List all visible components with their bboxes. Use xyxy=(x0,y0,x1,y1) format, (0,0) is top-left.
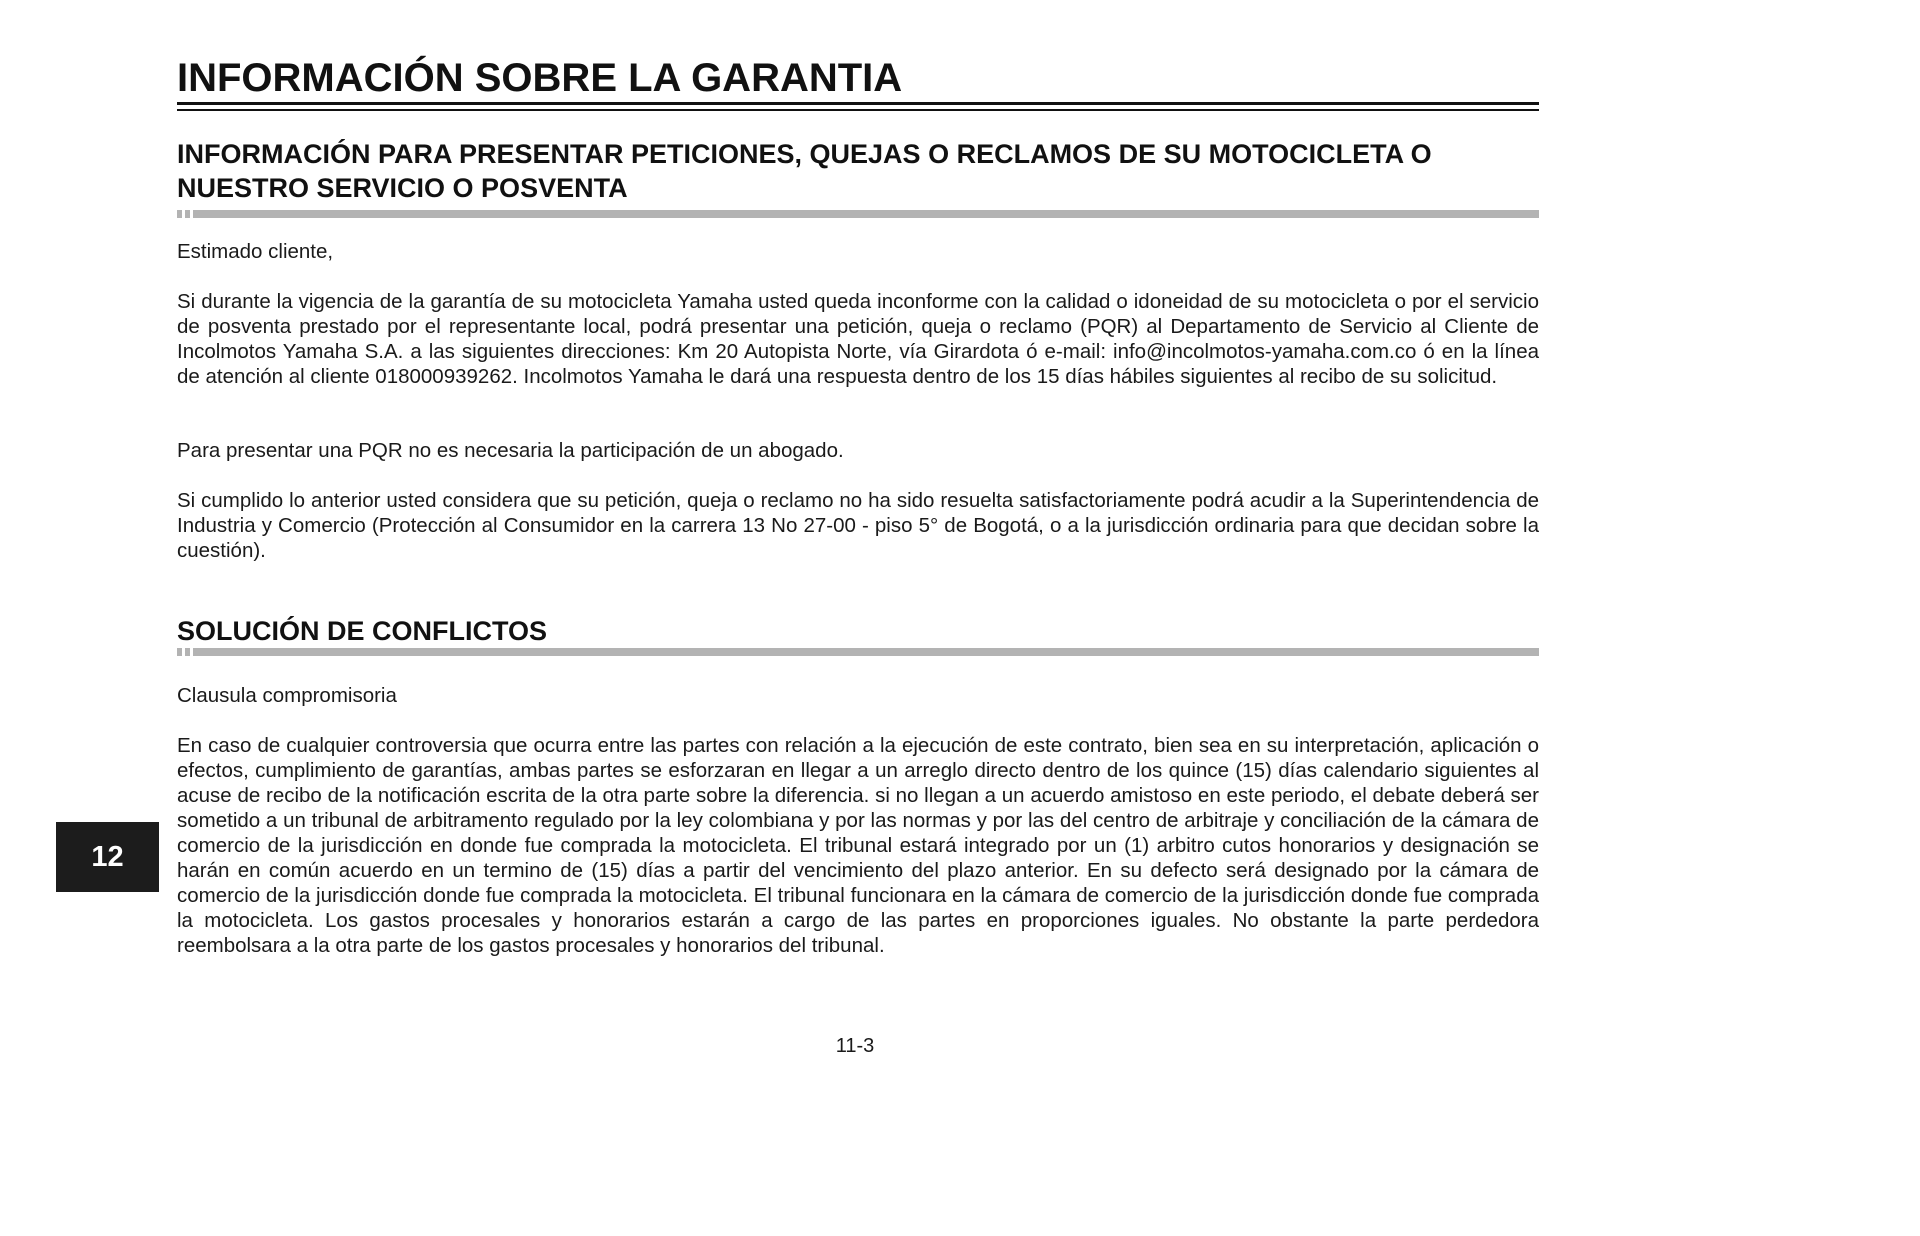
section-heading-conflicts: SOLUCIÓN DE CONFLICTOS xyxy=(177,616,548,646)
pqr-intro-paragraph: Si durante la vigencia de la garantía de su motocicleta Yamaha usted queda inconforme con la calidad o idoneidad de su motocicleta o por el servicio de posventa prestado por el representante local, podrá presentar una petición, queja o reclamo (PQR) al Departamento de Servicio al Cliente de Incolmotos Yamaha S.A. a las siguientes direcciones: Km 20 Autopista Norte, vía Girardota ó e-mail: info@incolmotos-yamaha.com.co ó en la línea de atención al cliente 018000939262. Incolmotos Yamaha le dará una respuesta dentro de los 15 días hábiles siguientes al recibo de su solicitud. xyxy=(177,290,1539,388)
title-rule-thick xyxy=(177,102,1539,105)
lawyer-note-paragraph: Para presentar una PQR no es necesaria la participación de un abogado. xyxy=(177,439,844,462)
chapter-tab: 12 xyxy=(56,822,159,892)
clause-title: Clausula compromisoria xyxy=(177,684,397,707)
page-title: INFORMACIÓN SOBRE LA GARANTIA xyxy=(177,56,903,100)
superintendencia-paragraph: Si cumplido lo anterior usted considera que su petición, queja o reclamo no ha sido resuelta satisfactoriamente podrá acudir a la Superintendencia de Industria y Comercio (Protección al Consumidor en la carrera 13 No 27-00 - piso 5° de Bogotá, o a la jurisdicción ordinaria para que decidan sobre la cuestión). xyxy=(177,489,1539,562)
greeting-text: Estimado cliente, xyxy=(177,240,334,263)
conflict-paragraph: En caso de cualquier controversia que ocurra entre las partes con relación a la ejecución de este contrato, bien sea en su interpretación, aplicación o efectos, cumplimiento de garantías, ambas partes se esforzaran en llegar a un arreglo directo dentro de los quince (15) días calendario siguientes al acuse de recibo de la notificación escrita de la otra parte sobre la diferencia. si no llegan a un acuerdo amistoso en este periodo, el debate deberá ser sometido a un tribunal de arbitramento regulado por la ley colombiana y por las normas y por las del centro de arbitraje y conciliación de la cámara de comercio de la jurisdicción en donde fue comprada la motocicleta. El tribunal estará integrado por un (1) arbitro cutos honorarios y designación se harán en común acuerdo en un termino de (15) días a partir del vencimiento del plazo anterior. En su defecto será designado por la cámara de comercio de la jurisdicción donde fue comprada la motocicleta. El tribunal funcionara en la cámara de comercio de la jurisdicción donde fue comprada la motocicleta. Los gastos procesales y honorarios estarán a cargo de las partes en proporciones iguales. No obstante la parte perdedora reembolsara a la otra parte de los gastos procesales y honorarios del tribunal. xyxy=(177,734,1539,957)
section-heading-pqr: INFORMACIÓN PARA PRESENTAR PETICIONES, QUEJAS O RECLAMOS DE SU MOTOCICLETA O NUESTRO SERVICIO O POSVENTA xyxy=(177,139,1432,203)
section-rule-conflicts xyxy=(177,648,1539,656)
title-rule-thin xyxy=(177,109,1539,111)
page-number: 11-3 xyxy=(835,1035,875,1057)
section-rule-pqr xyxy=(177,210,1539,218)
